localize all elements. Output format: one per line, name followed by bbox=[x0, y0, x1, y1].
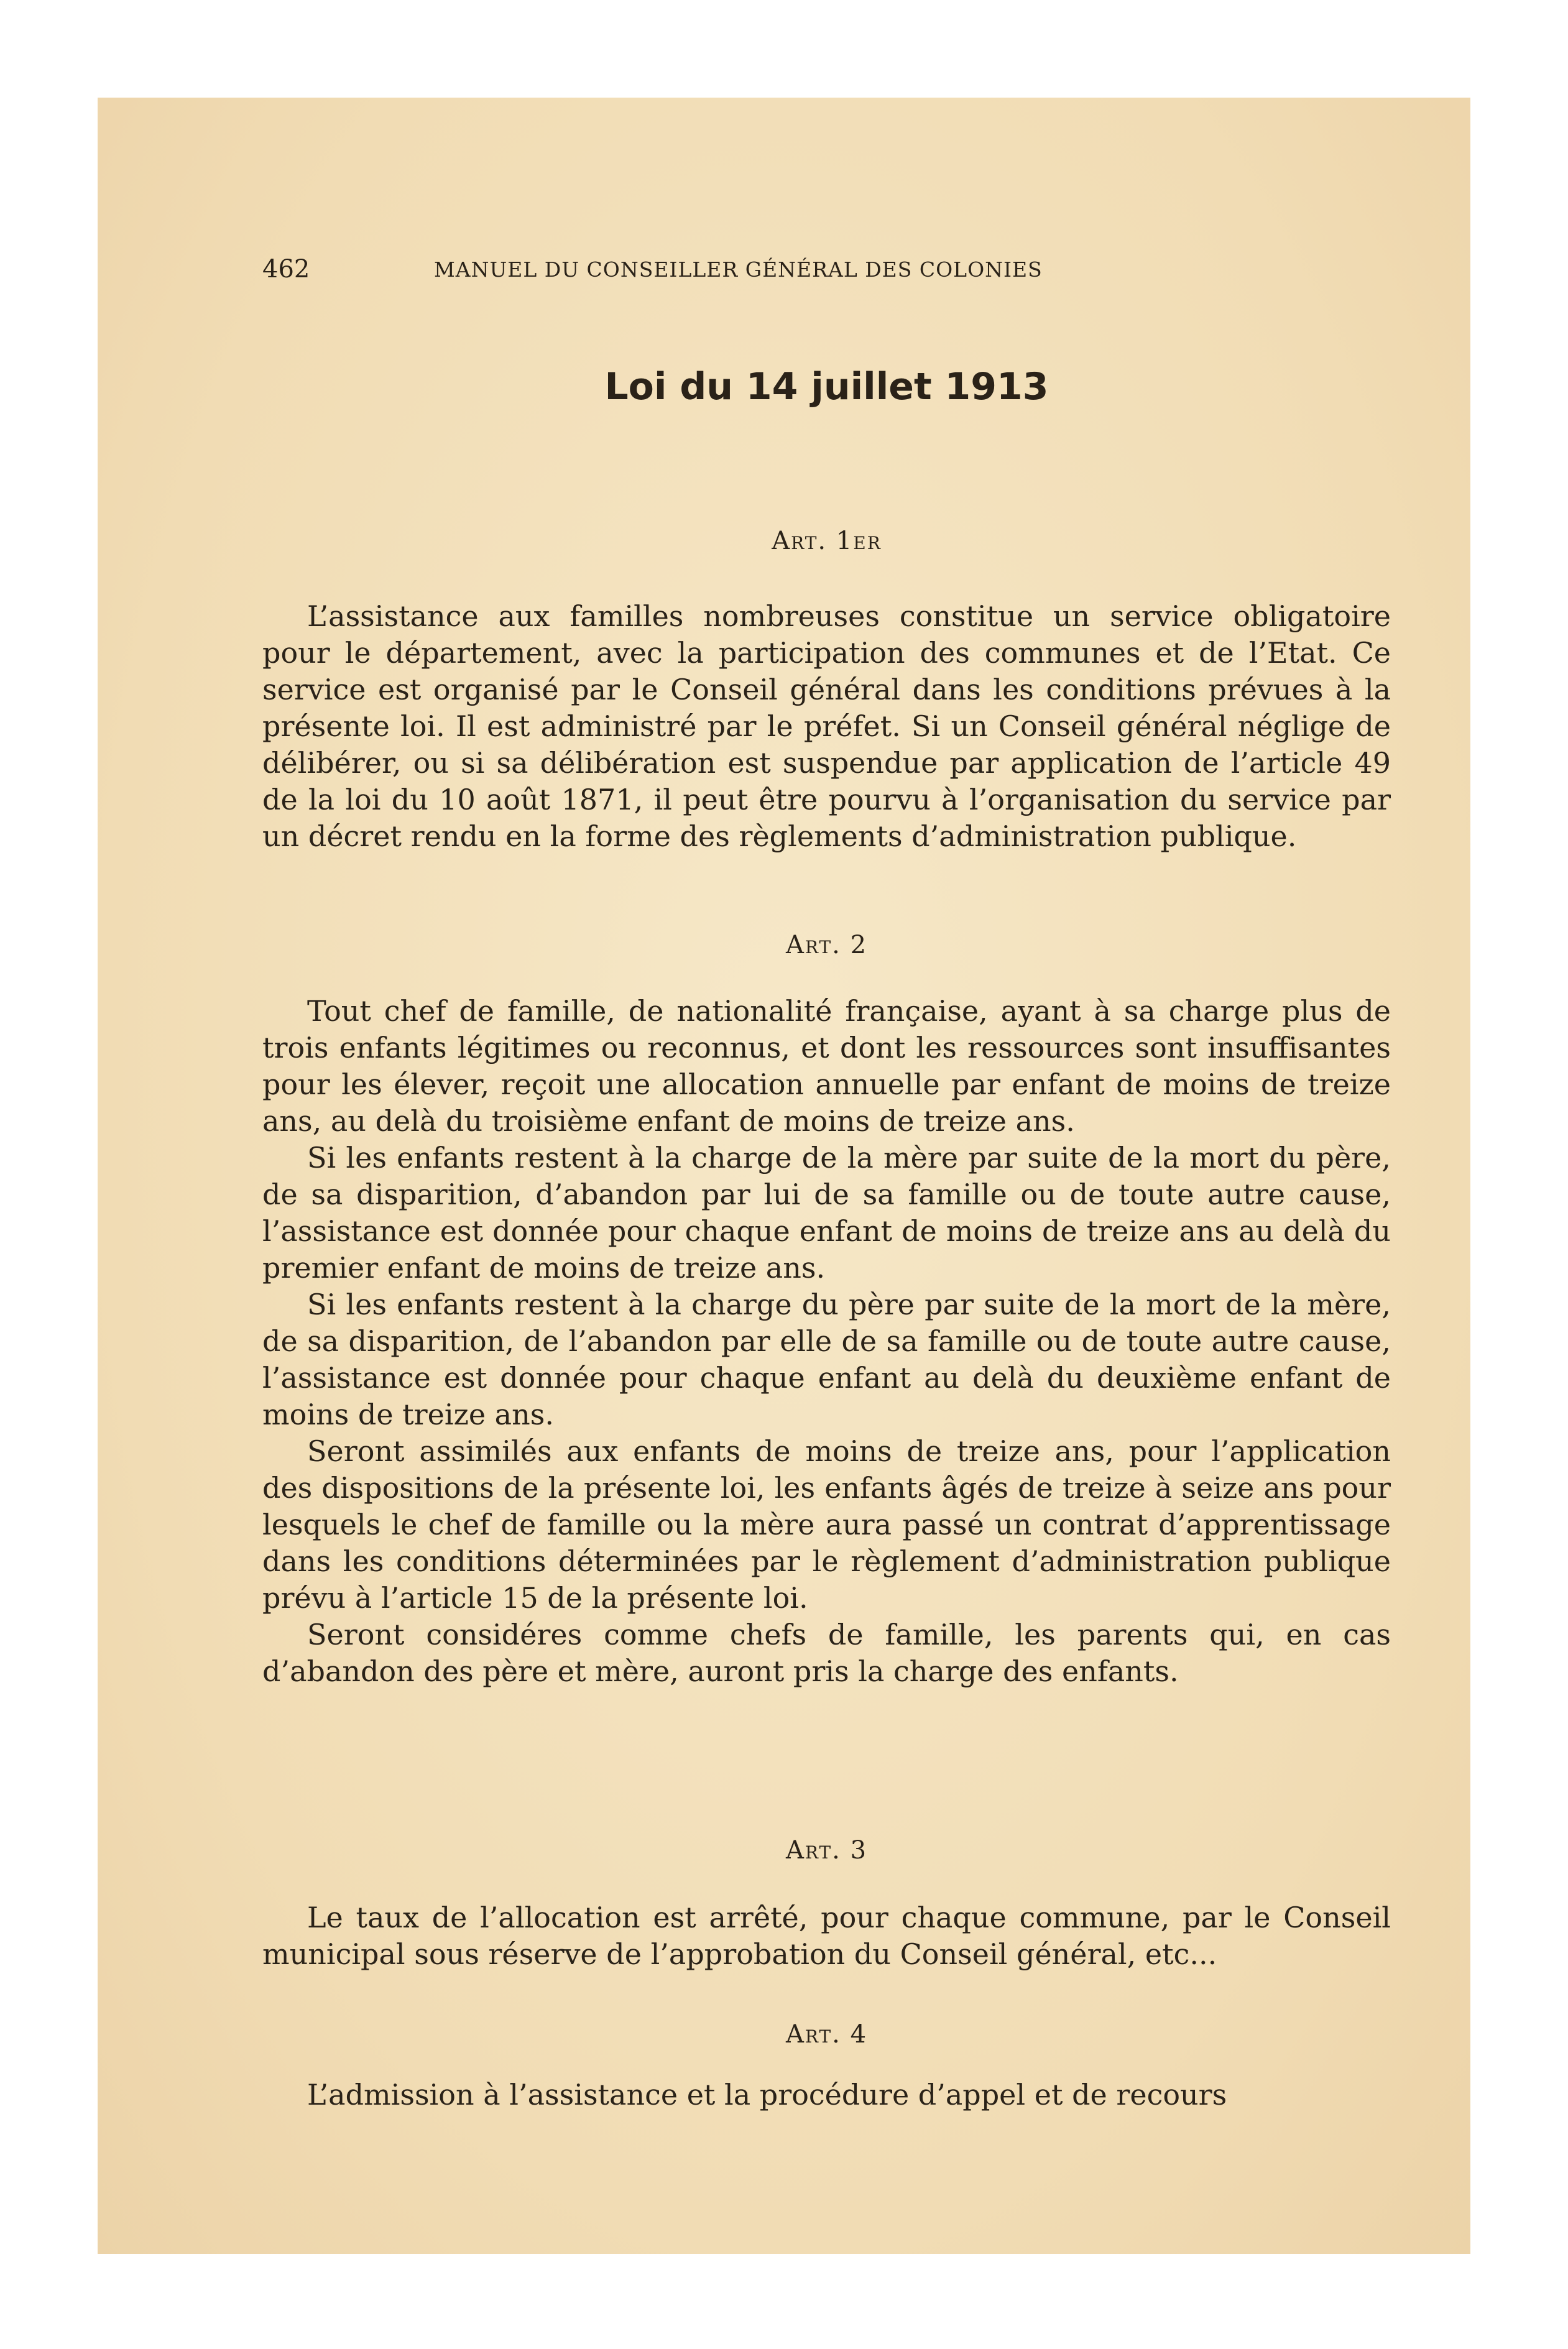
running-header bbox=[262, 255, 1391, 292]
paragraph: Seront assimilés aux enfants de moins de treize ans, pour l’application des dispositions de la présente loi, les enfants âgés de treize à seize ans pour lesquels le chef de famille ou la mère aura passé un contrat d’apprentissage dans les conditions déterminées par le règlement d’administration publique prévu à l’article 15 de la présente loi. bbox=[262, 1434, 1391, 1615]
page-number: 462 bbox=[262, 255, 310, 284]
article-heading: Art. 1er bbox=[772, 527, 882, 555]
article-body bbox=[262, 1899, 1391, 1973]
paragraph: Seront considéres comme chefs de famille, les parents qui, en cas d’abandon des père et mère, auront pris la charge des enfants. bbox=[262, 1618, 1391, 1688]
paragraph: Si les enfants restent à la charge de la mère par suite de la mort du père, de sa disparition, d’abandon par lui de sa famille ou de toute autre cause, l’assistance est donnée pour chaque enfant de moins de treize ans au delà du premier enfant de moins de treize ans. bbox=[262, 1141, 1391, 1285]
paragraph: L’assistance aux familles nombreuses constitue un service obligatoire pour le département, avec la participation des communes et de l’Etat. Ce service est organisé par le Conseil général dans les conditions prévues à la présente loi. Il est administré par le préfet. Si un Conseil général néglige de délibérer, ou si sa délibération est suspendue par application de l’article 49 de la loi du 10 août 1871, il peut être pourvu à l’organisation du service par un décret rendu en la forme des règlements d’administration publique. bbox=[262, 599, 1391, 853]
paragraph: L’admission à l’assistance et la procédure d’appel et de recours bbox=[307, 2078, 1227, 2111]
article-heading: Art. 4 bbox=[785, 2020, 868, 2049]
paragraph: Si les enfants restent à la charge du père par suite de la mort de la mère, de sa disparition, de l’abandon par elle de sa famille ou de toute autre cause, l’assistance est donnée pour chaque enfant au delà du deuxième enfant de moins de treize ans. bbox=[262, 1288, 1391, 1431]
paragraph: Le taux de l’allocation est arrêté, pour chaque commune, par le Conseil municipal sous réserve de l’approbation du Conseil général, etc... bbox=[262, 1901, 1391, 1971]
scanned-page bbox=[98, 98, 1470, 2254]
running-header-title: MANUEL DU CONSEILLER GÉNÉRAL DES COLONIES bbox=[434, 257, 1043, 282]
paragraph: Tout chef de famille, de nationalité française, ayant à sa charge plus de trois enfants légitimes ou reconnus, et dont les ressources sont insuffisantes pour les élever, reçoit une allocation annuelle par enfant de moins de treize ans, au delà du troisième enfant de moins de treize ans. bbox=[262, 994, 1391, 1138]
article-heading: Art. 3 bbox=[785, 1836, 868, 1865]
article-body bbox=[262, 598, 1391, 855]
article-body bbox=[262, 2077, 1391, 2113]
article-body bbox=[262, 993, 1391, 1690]
article-heading: Art. 2 bbox=[785, 931, 868, 959]
law-title: Loi du 14 juillet 1913 bbox=[604, 365, 1049, 408]
